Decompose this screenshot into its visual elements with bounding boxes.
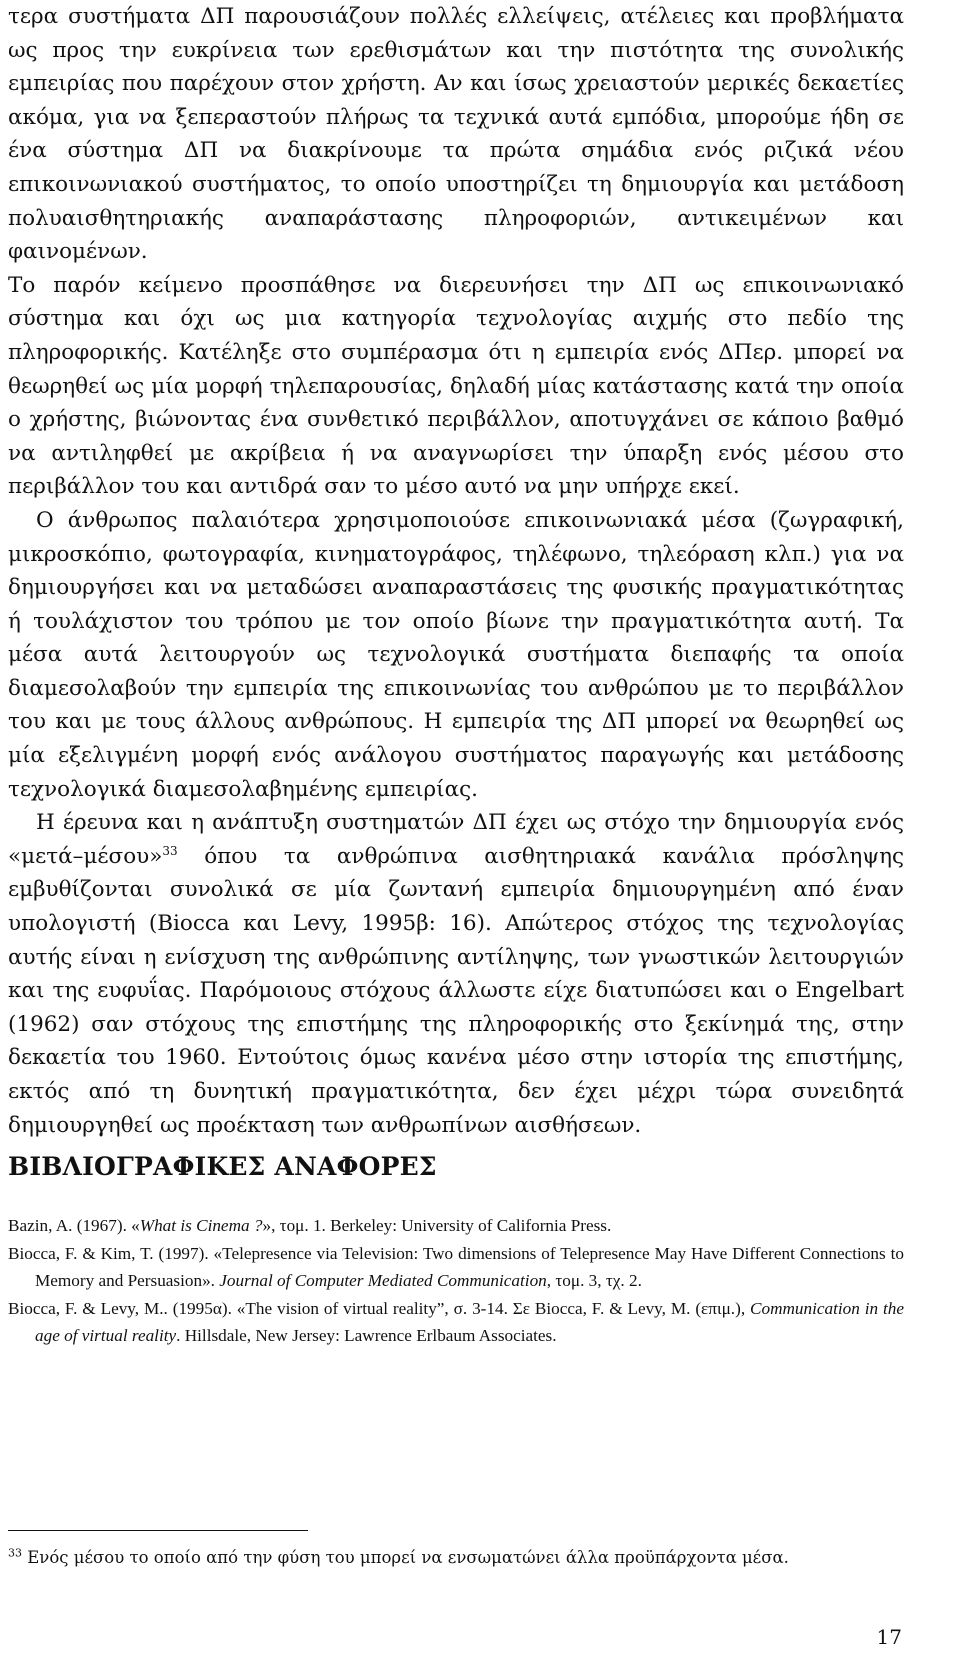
reference-text: . Hillsdale, New Jersey: Lawrence Erlbaum Associates.: [176, 1326, 557, 1346]
bibliography-heading: ΒΙΒΛΙΟΓΡΑΦΙΚΕΣ ΑΝΑΦΟΡΕΣ: [8, 1152, 437, 1181]
reference-title: Communication in the age of virtual reality: [35, 1298, 904, 1346]
paragraph-1: τερα συστήματα ΔΠ παρουσιάζουν πολλές ελλείψεις, ατέλειες και προβλήματα ως προς την ευκρίνεια των ερεθισμάτων και την πιστότητα της συνολικής εμπειρίας που παρέχουν στον χρήστη. Αν και ίσως χρειαστούν μερικές δεκαετίες ακόμα, για να ξεπεραστούν πλήρως τα τεχνικά αυτά εμπόδια, μπορούμε ήδη σε ένα σύστημα ΔΠ να διακρίνουμε τα πρώτα σημάδια ενός ριζικά νέου επικοινωνιακού συστήματος, το οποίο υποστηρίζει τη δημιουργία και μετάδοση πολυαισθητηριακής αναπαράστασης πληροφοριών, αντικειμένων και φαινομένων.: [8, 4, 904, 265]
reference-item: [8, 1212, 904, 1240]
page-number: 17: [876, 1625, 902, 1649]
reference-text: Bazin, A. (1967). «: [8, 1216, 140, 1235]
footnote: [8, 1545, 904, 1571]
document-page: [8, 0, 904, 1142]
paragraph-2: Το παρόν κείμενο προσπάθησε να διερευνήσει την ΔΠ ως επικοινωνιακό σύστημα και όχι ως μια κατηγορία τεχνολογίας αιχμής στο πεδίο της πληροφορικής. Κατέληξε στο συμπέρασμα ότι η εμπειρία ενός ΔΠερ. μπορεί να θεωρηθεί ως μία μορφή τηλεπαρουσίας, δηλαδή μίας κατάστασης κατά την οποία ο χρήστης, βιώνοντας ένα συνθετικό περιβάλλον, αποτυγχάνει σε κάποιο βαθμό να αντιληφθεί με ακρίβεια ή να αναγνωρίσει την ύπαρξη ενός μέσου στο περιβάλλον του και αντιδρά σαν το μέσο αυτό να μην υπήρχε εκεί.: [8, 272, 904, 500]
reference-item: [8, 1240, 904, 1295]
reference-list: [8, 1212, 904, 1350]
footnote-number: 33: [8, 1546, 22, 1560]
reference-item: [8, 1295, 904, 1350]
footnote-divider: [8, 1530, 308, 1531]
reference-text: Biocca, F. & Levy, M.. (1995α). «The vision of virtual reality”, σ. 3-14. Σε Biocca, F. & Levy, M. (επιμ.),: [8, 1298, 751, 1318]
paragraph-4-start: Η έρευνα και η ανάπτυξη συστηματών ΔΠ έχει ως στόχο την δημιουργία ενός «μετά–μέσου»: [8, 810, 904, 869]
reference-text: », τομ. 1. Berkeley: University of California Press.: [262, 1216, 612, 1235]
reference-title: Journal of Computer Mediated Communication: [219, 1271, 547, 1291]
reference-text: , τομ. 3, τχ. 2.: [546, 1271, 642, 1291]
reference-title: What is Cinema ?: [139, 1216, 263, 1235]
paragraph-3: Ο άνθρωπος παλαιότερα χρησιμοποιούσε επικοινωνιακά μέσα (ζωγραφική, μικροσκόπιο, φωτογραφία, κινηματογράφος, τηλέφωνο, τηλεόραση κλπ.) για να δημιουργήσει και να μεταδώσει αναπαραστάσεις της φυσικής πραγματικότητας ή τουλάχιστον του τρόπου με τον οποίο βίωνε την πραγματικότητα αυτή. Τα μέσα αυτά λειτουργούν ως τεχνολογικά συστήματα διεπαφής τα οποία διαμεσολαβούν την εμπειρία της επικοινωνίας του ανθρώπου με το περιβάλλον του και με τους άλλους ανθρώπους. Η εμπειρία της ΔΠ μπορεί να θεωρηθεί ως μία εξελιγμένη μορφή ενός ανάλογου συστήματος παραγωγής και μετάδοσης τεχνολογικά διαμεσολαβημένης εμπειρίας.: [8, 507, 904, 802]
footnote-text: Ενός μέσου το οποίο από την φύση του μπορεί να ενσωματώνει άλλα προϋπάρχοντα μέσα.: [22, 1548, 789, 1567]
paragraph-4-end: όπου τα ανθρώπινα αισθητηριακά κανάλια πρόσληψης εμβυθίζονται συνολικά σε μία ζωντανή εμπειρία δημιουργημένη από έναν υπολογιστή (Biocca και Levy, 1995β: 16). Απώτερος στόχος της τεχνολογίας αυτής είναι η ενίσχυση της ανθρώπινης αντίληψης, των γνωστικών λειτουργιών και της ευφυΐας. Παρόμοιους στόχους άλλωστε είχε διατυπώσει και ο Engelbart (1962) σαν στόχους της επιστήμης της πληροφορικής στο ξεκίνημά της, στην δεκαετία του 1960. Εντούτοις όμως κανένα μέσο στην ιστορία της επιστήμης, εκτός από τη δυνητική πραγματικότητα, δεν έχει μέχρι τώρα συνειδητά δημιουργηθεί ως προέκταση των ανθρωπίνων αισθήσεων.: [8, 843, 904, 1138]
paragraph-4: [8, 806, 904, 1142]
reference-text: Biocca, F. & Kim, T. (1997). «Telepresence via Television: Two dimensions of Telepresence May Have Different Connections to Memory and Persuasion».: [8, 1243, 904, 1291]
body-text: [8, 0, 904, 1142]
footnote-reference[interactable]: 33: [162, 843, 178, 858]
